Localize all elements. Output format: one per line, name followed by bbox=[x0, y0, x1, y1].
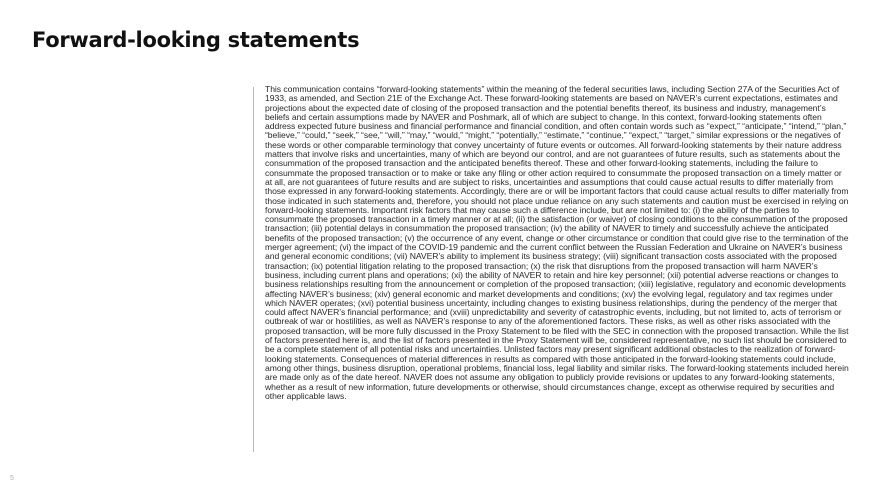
forward-looking-statements-body: This communication contains “forward-looking statements” within the meaning of the federal securities laws, including Section 27A of the Securities Act of 1933, as amended, and Section 21E of the Exchange Act. These forward-looking statements are based on NAVER’s current expectations, estimates and projections about the expected date of closing of the proposed transaction and the potential benefits thereof, its business and industry, management’s beliefs and certain assumptions made by NAVER and Poshmark, all of which are subject to change. In this context, forward-looking statements often address expected future business and financial performance and financial condition, and often contain words such as “expect,” “anticipate,” “intend,” “plan,” “believe,” “could,” “seek,” “see,” “will,” “may,” “would,” “might,” “potentially,” “estimate,” “continue,” “expect,” “target,” similar expressions or the negatives of these words or other comparable terminology that convey uncertainty of future events or outcomes. All forward-looking statements by their nature address matters that involve risks and uncertainties, many of which are beyond our control, and are not guarantees of future results, such as statements about the consummation of the proposed transaction and the anticipated benefits thereof. These and other forward-looking statements, including the failure to consummate the proposed transaction or to make or take any filing or other action required to consummate the proposed transaction on a timely matter or at all, are not guarantees of future results and are subject to risks, uncertainties and assumptions that could cause actual results to differ materially from those expressed in any forward-looking statements. Accordingly, there are or will be important factors that could cause actual results to differ materially from those indicated in such statements and, therefore, you should not place undue reliance on any such statements and caution must be exercised in relying on forward-looking statements. Important risk factors that may cause such a difference include, but are not limited to: (i) the ability of the parties to consummate the proposed transaction in a timely manner or at all; (ii) the satisfaction (or waiver) of closing conditions to the consummation of the proposed transaction; (iii) potential delays in consummation the proposed transaction; (iv) the ability of NAVER to timely and successfully achieve the anticipated benefits of the proposed transaction; (v) the occurrence of any event, change or other circumstance or condition that could give rise to the termination of the merger agreement; (vi) the impact of the COVID-19 pandemic and the current conflict between the Russian Federation and Ukraine on NAVER’s business and general economic conditions; (vii) NAVER’s ability to implement its business strategy; (viii) significant transaction costs associated with the proposed transaction; (ix) potential litigation relating to the proposed transaction; (x) the risk that disruptions from the proposed transaction will harm NAVER’s business, including current plans and operations; (xi) the ability of NAVER to retain and hire key personnel; (xii) potential adverse reactions or changes to business relationships resulting from the announcement or completion of the proposed transaction; (xiii) legislative, regulatory and economic developments affecting NAVER’s business; (xiv) general economic and market developments and conditions; (xv) the evolving legal, regulatory and tax regimes under which NAVER operates; (xvi) potential business uncertainty, including changes to existing business relationships, during the pendency of the merger that could affect NAVER’s financial performance; and (xviii) unpredictability and severity of catastrophic events, including, but not limited to, acts of terrorism or outbreak of war or hostilities, as well as NAVER’s response to any of the aforementioned factors. These risks, as well as other risks associated with the proposed transaction, will be more fully discussed in the Proxy Statement to be filed with the SEC in connection with the proposed transaction. While the list of factors presented here is, and the list of factors presented in the Proxy Statement will be, considered representative, no such list should be considered to be a complete statement of all potential risks and uncertainties. Unlisted factors may present significant additional obstacles to the realization of forward-looking statements. Consequences of material differences in results as compared with those anticipated in the forward-looking statements could include, among other things, business disruption, operational problems, financial loss, legal liability and similar risks. The forward-looking statements included herein are made only as of the date hereof. NAVER does not assume any obligation to publicly provide revisions or updates to any forward-looking statements, whether as a result of new information, future developments or otherwise, should circumstances change, except as otherwise required by securities and other applicable laws. bbox=[265, 84, 849, 401]
vertical-divider bbox=[253, 87, 254, 452]
page-number: 5 bbox=[10, 475, 14, 482]
page-title: Forward-looking statements bbox=[32, 28, 360, 52]
